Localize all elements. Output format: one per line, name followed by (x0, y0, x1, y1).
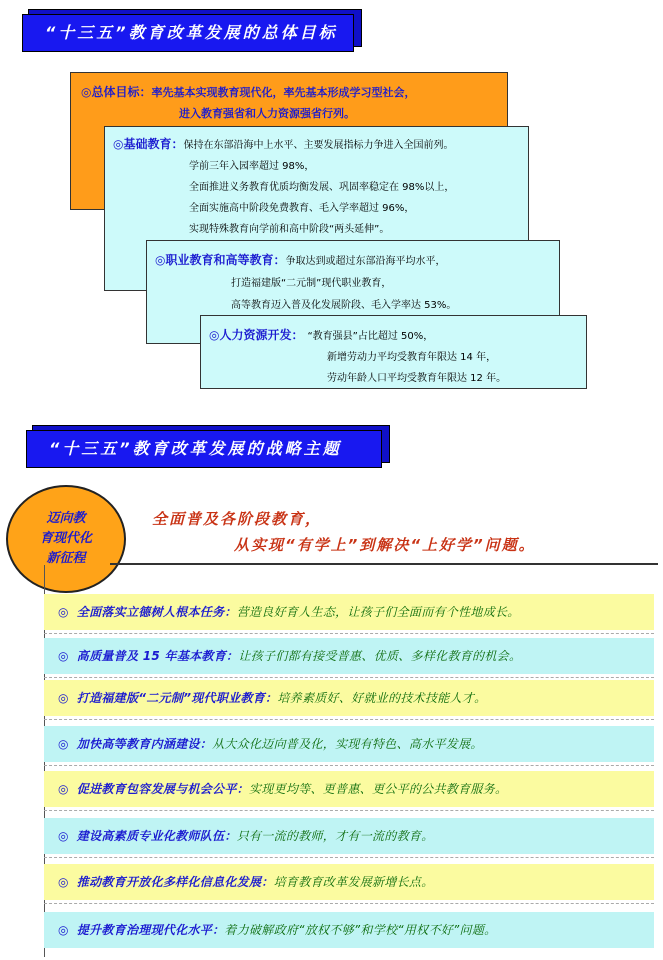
separator (44, 719, 654, 720)
theme-label: 推动教育开放化多样化信息化发展： (76, 875, 274, 889)
bullet-icon: ◎ (58, 923, 69, 937)
separator (44, 765, 654, 766)
theme-item (44, 594, 654, 630)
theme-text: 培育教育改革发展新增长点。 (273, 875, 434, 889)
separator (44, 677, 654, 678)
basic-education-line-1: 学前三年入园率超过 98%， (189, 161, 315, 172)
bullet-icon: ◎ (58, 649, 69, 663)
theme-item (44, 864, 654, 900)
basic-education-line-0: 保持在东部沿海中上水平、主要发展指标力争进入全国前列。 (183, 140, 454, 151)
theme-item (44, 680, 654, 716)
hr-development-line-2: 劳动年龄人口平均受教育年限达 12 年。 (327, 373, 507, 384)
separator (44, 633, 654, 634)
banner-strategic-themes (26, 430, 382, 466)
hr-development-line-1: 新增劳动力平均受教育年限达 14 年， (327, 352, 497, 363)
theme-text: 营造良好育人生态，让孩子们全面而有个性地成长。 (236, 605, 520, 619)
theme-label: 加快高等教育内涵建设： (76, 737, 213, 751)
vocational-education-line-2: 高等教育迈入普及化发展阶段、毛入学率达 53%。 (231, 300, 457, 311)
overall-goal-heading: ◎总体目标： (81, 85, 152, 99)
basic-education-line-3: 全面实施高中阶段免费教育、毛入学率超过 96%， (189, 203, 415, 214)
theme-label: 提升教育治理现代化水平： (76, 923, 225, 937)
theme-label: 高质量普及 15 年基本教育： (76, 649, 239, 663)
theme-item (44, 638, 654, 674)
vocational-education-line-0: 争取达到或超过东部沿海平均水平， (285, 256, 446, 267)
theme-label: 建设高素质专业化教师队伍： (76, 829, 237, 843)
slogan-line-2: 从实现“有学上”到解决“上好学”问题。 (234, 536, 536, 554)
banner-title: “十三五”教育改革发展的总体目标 (22, 14, 354, 52)
divider-line (110, 563, 658, 565)
theme-item (44, 912, 654, 948)
theme-item (44, 726, 654, 762)
theme-item (44, 771, 654, 807)
new-journey-circle (6, 485, 126, 593)
overall-goal-text-1: 率先基本实现教育现代化，率先基本形成学习型社会， (151, 86, 416, 99)
theme-item (44, 818, 654, 854)
bullet-icon: ◎ (58, 829, 69, 843)
basic-education-line-4: 实现特殊教育向学前和高中阶段“两头延伸”。 (189, 224, 390, 235)
theme-text: 只有一流的教师，才有一流的教育。 (236, 829, 434, 843)
basic-education-line-2: 全面推进义务教育优质均衡发展、巩固率稳定在 98%以上， (189, 182, 455, 193)
bullet-icon: ◎ (58, 875, 69, 889)
hr-development-heading: ◎人力资源开发： (209, 328, 304, 342)
circle-line-1: 迈向教 (46, 511, 86, 526)
separator (44, 903, 654, 904)
theme-label: 促进教育包容发展与机会公平： (76, 782, 249, 796)
theme-label: 全面落实立德树人根本任务： (76, 605, 237, 619)
circle-line-2: 育现代化 (39, 531, 92, 546)
theme-text: 培养素质好、好就业的技术技能人才。 (277, 691, 487, 705)
separator (44, 810, 654, 811)
bullet-icon: ◎ (58, 691, 69, 705)
theme-label: 打造福建版“二元制”现代职业教育： (76, 691, 278, 705)
slogan-line-1: 全面普及各阶段教育， (152, 510, 323, 528)
bullet-icon: ◎ (58, 737, 69, 751)
theme-text: 让孩子们都有接受普惠、优质、多样化教育的机会。 (238, 649, 522, 663)
hr-development-box (200, 315, 587, 389)
bullet-icon: ◎ (58, 605, 69, 619)
basic-education-heading: ◎基础教育： (113, 137, 184, 151)
vocational-education-line-1: 打造福建版“二元制”现代职业教育， (231, 278, 392, 289)
vocational-education-heading: ◎职业教育和高等教育： (155, 253, 286, 267)
hr-development-line-0: “教育强县”占比超过 50%， (307, 331, 434, 342)
banner-title: “十三五”教育改革发展的战略主题 (26, 430, 382, 468)
theme-text: 实现更均等、更普惠、更公平的公共教育服务。 (248, 782, 508, 796)
overall-goal-text-2: 进入教育强省和人力资源强省行列。 (179, 107, 355, 120)
theme-text: 从大众化迈向普及化，实现有特色、高水平发展。 (212, 737, 483, 751)
banner-overall-goals (22, 14, 354, 50)
separator (44, 857, 654, 858)
circle-line-3: 新征程 (46, 551, 86, 566)
bullet-icon: ◎ (58, 782, 69, 796)
theme-text: 着力破解政府“放权不够”和学校“用权不好”问题。 (224, 923, 497, 937)
